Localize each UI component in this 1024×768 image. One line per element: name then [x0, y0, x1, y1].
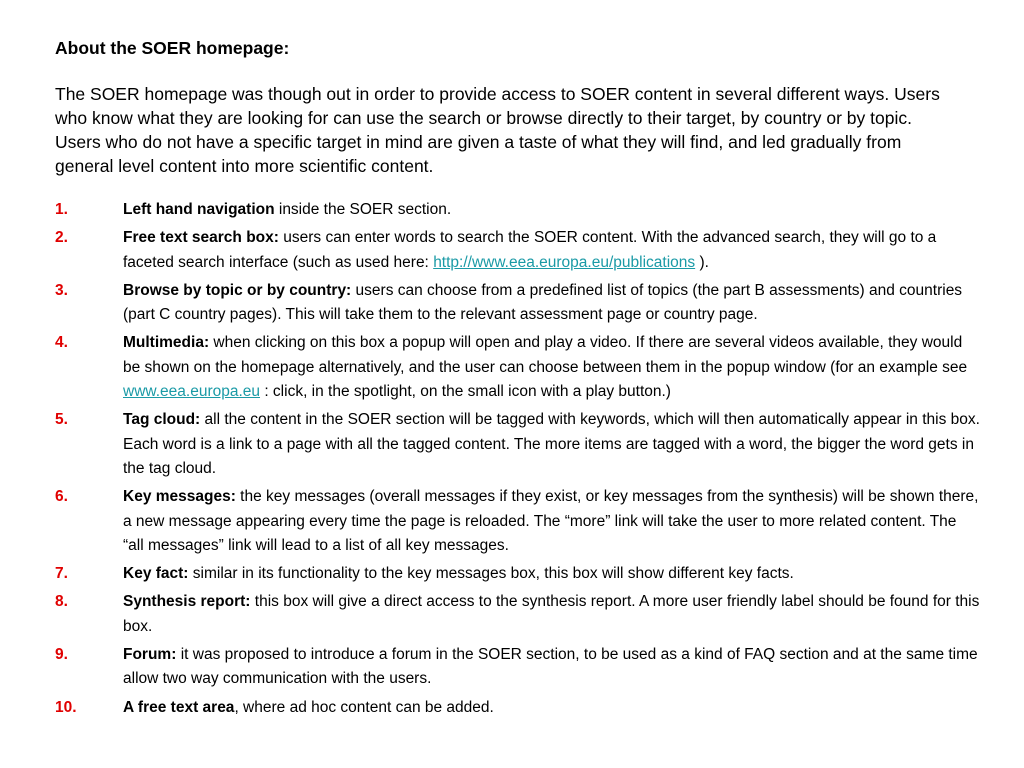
item-text: the key messages (overall messages if they exist, or key messages from the synthesis) will be shown there, a new message appearing every time the page is reloaded. The “more” link will take the user to more related content. The “all messages” link will lead to a list of all key messages.: [123, 488, 979, 554]
item-number: 1.: [55, 201, 68, 218]
item-body: [123, 562, 980, 586]
item-text: inside the SOER section.: [274, 201, 452, 218]
item-text-after: ).: [695, 253, 709, 271]
list-item: [55, 279, 980, 328]
item-text: users can choose from a predefined list of topics (the part B assessments) and countries (part C country pages). This will take them to the relevant assessment page or country page.: [123, 281, 963, 324]
item-lead: Forum:: [123, 646, 177, 664]
item-body: [123, 279, 980, 328]
page-title: About the SOER homepage:: [55, 38, 290, 58]
item-body: [123, 485, 980, 558]
item-lead: Tag cloud:: [123, 411, 201, 429]
item-text: it was proposed to introduce a forum in the SOER section, to be used as a kind of FAQ section and at the same time allow two way communication with the users.: [123, 646, 978, 688]
item-text: this box will give a direct access to the synthesis report. A more user friendly label should be found for this box.: [123, 593, 980, 635]
item-number: 7.: [55, 565, 68, 583]
item-lead: Key messages:: [123, 488, 236, 506]
item-lead: Left hand navigation: [123, 201, 275, 218]
item-number: 4.: [55, 334, 68, 352]
document-page: [55, 36, 980, 724]
item-number: 5.: [55, 411, 68, 429]
item-text: all the content in the SOER section will be tagged with keywords, which will then automatically appear in this box. Each word is a link to a page with all the tagged content. The more items are tagged with a word, the bigger the word gets in the tag cloud.: [123, 411, 980, 477]
item-lead: Browse by topic or by country:: [123, 281, 352, 299]
list-item: [55, 696, 980, 720]
item-lead: A free text area: [123, 698, 235, 716]
item-text: , where ad hoc content can be added.: [234, 698, 494, 716]
list-item: [55, 562, 980, 586]
list-item: [55, 226, 980, 275]
item-lead: Free text search box:: [123, 229, 279, 247]
item-text: when clicking on this box a popup will open and play a video. If there are several videos available, they would be shown on the homepage alternatively, and the user can choose between them in the popup window (for an example see: [123, 334, 968, 376]
item-lead: Key fact:: [123, 565, 189, 583]
item-body: [123, 226, 980, 275]
item-number: 8.: [55, 593, 68, 611]
publications-link[interactable]: http://www.eea.europa.eu/publications: [433, 253, 696, 271]
item-body: [123, 696, 980, 720]
item-body: [123, 590, 980, 639]
item-number: 2.: [55, 229, 68, 247]
item-body: [123, 331, 980, 404]
item-number: 6.: [55, 488, 68, 506]
item-number: 10.: [55, 698, 77, 716]
list-item: [55, 198, 980, 222]
item-lead: Synthesis report:: [123, 593, 251, 611]
list-item: [55, 643, 980, 692]
list-item: [55, 590, 980, 639]
list-item: [55, 408, 980, 481]
list-item: [55, 331, 980, 404]
eea-homepage-link[interactable]: www.eea.europa.eu: [123, 383, 261, 401]
feature-list: [55, 198, 980, 720]
intro-paragraph: The SOER homepage was though out in order to provide access to SOER content in several different ways. Users who know what they are looking for can use the search or browse directly to their target, by country or by topic. Users who do not have a specific target in mind are given a taste of what they will find, and led gradually from general level content into more scientific content.: [55, 84, 940, 176]
item-text: users can enter words to search the SOER content. With the advanced search, they will go to a faceted search interface (such as used here:: [123, 229, 937, 271]
item-text: similar in its functionality to the key messages box, this box will show different key facts.: [188, 565, 794, 583]
item-text-after: : click, in the spotlight, on the small icon with a play button.): [260, 383, 671, 401]
item-number: 9.: [55, 646, 68, 664]
item-body: [123, 643, 980, 692]
list-item: [55, 485, 980, 558]
item-body: [123, 408, 980, 481]
item-body: [123, 198, 980, 222]
item-number: 3.: [55, 281, 68, 299]
item-lead: Multimedia:: [123, 334, 210, 352]
